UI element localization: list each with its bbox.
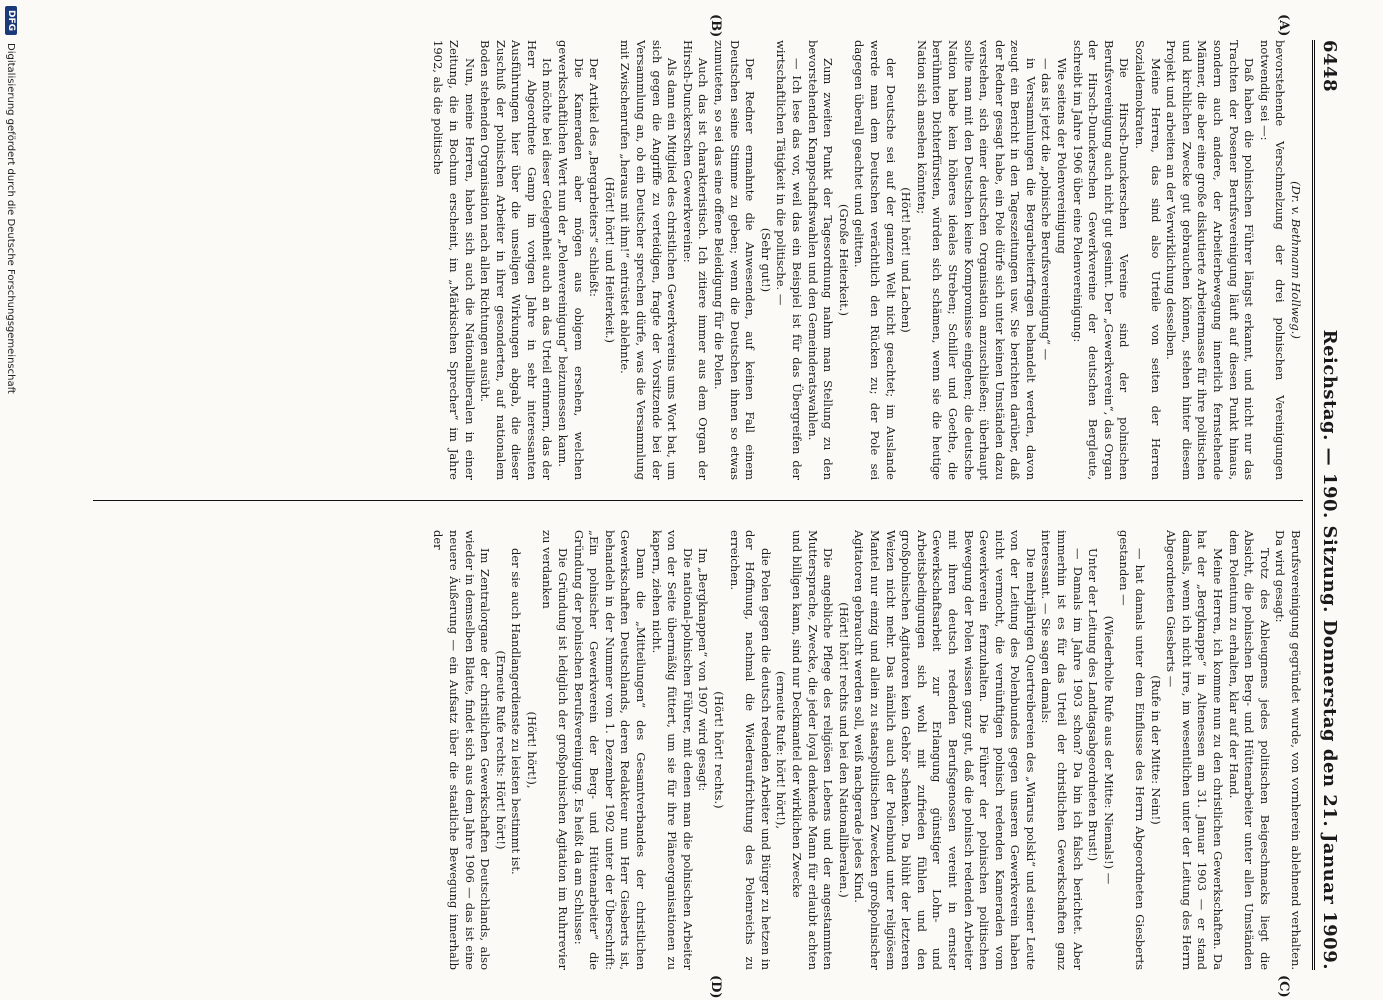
paragraph: Die angebliche Pflege des religiösen Lebens und der angestammten Muttersprache, Zwecke, die jeder loyal denkende Mann für erlaubt achten und billigen kann, sind nur Deckmantel der wirklichen Zwecke (790, 530, 836, 970)
paragraph: Die national-polnischen Führer, mit denen man die polnischen Arbeiter von der Seite übermäßig füttert, um sie für ihre Pläneorganisationen zu kapern, ziehen nicht. (649, 530, 695, 970)
paragraph: Dann die „Mitteilungen“ des Gesamtverbandes der christlichen Gewerkschaften Deutschlands, deren Redakteur nun Herr Giesberts ist, behandeln in der Nummer vom 1. Dezember 1902 unter der Überschrift: „Ein polnischer Gewerkverein der Berg- und Hüttenarbeiter“ die Gründung der polnischen Berufsvereinigung. Es heißt da am Schlusse: (571, 530, 649, 970)
paragraph: Auch das ist charakteristisch. Ich zitiere immer aus dem Organ der Hirsch-Dunckerschen Gewerkvereine: (680, 40, 711, 480)
paragraph: Berufsvereinigung gegründet wurde, von vornherein ablehnend verhalten. Da wird gesagt: (1273, 530, 1303, 970)
paragraph: — das ist jetzt die „polnische Berufsvereinigung“ — (1039, 58, 1054, 361)
paragraph: Daß haben die polnischen Führer längst erkannt, und nicht nur das Trachten der Posener Berufsvereinigung läuft auf diesen Punkt hinaus, sondern auch andere, der Arbeiterbewegung innerlich fernstehende Männer, die aber eine große diskutierte Arbeitermasse für ihre politischen und kirchlichen Zwecke gut gebrauchen können, stehen hinter diesem Projekt und arbeiten an der Verwirklichung desselben. (1164, 40, 1257, 480)
paragraph: — Ich lese das vor, weil das ein Beispiel ist für das Übergreifen der wirtschaftlichen Tätigkeit in die politische. — (774, 40, 804, 480)
paragraph: Unter der Leitung des Landtagsabgeordneten Brust!) (1086, 548, 1101, 862)
paragraph: Meine Herren, das sind also Urteile von seiten der Herren Sozialdemokraten. (1133, 40, 1163, 480)
paragraph: (Hört! hört! und Lachen) (899, 187, 914, 333)
paragraph: (Wiederholte Rufe aus der Mitte: Niemals!) — (1101, 615, 1116, 885)
paragraph: Die Gründung ist lediglich der großpolnischen Agitation im Ruhrrevier zu verdanken (540, 530, 571, 970)
paragraph: Im Zentralorgane der christlichen Gewerkschaften Deutschlands, also wieder in demselben Blatte, findet sich aus dem Jahre 1906 — das ist eine neuere Äußerung — ein Aufsatz über die staatliche Bewegung innerhalb der (431, 530, 493, 970)
page-title: Reichstag. — 190. Sitzung. Donnerstag den 21. Januar 1909. (1319, 329, 1340, 970)
paragraph: Die Hirsch-Dunckerschen Vereine sind der polnischen Berufsvereinigung auch nicht gut gesinnt. Der „Gewerkverein“, das Organ der Hirsch-Dunckerschen Gewerkvereine der deutschen Bergleute, schreibt im Jahre 1906 über eine Polenvereinigung: (1070, 40, 1132, 480)
header-rule (1312, 40, 1315, 970)
paragraph: (Sehr gut!) (758, 227, 773, 293)
paragraph: (Rufe in der Mitte: Nein!) (1148, 675, 1163, 825)
paragraph: (Erneute Rufe rechts: Hört! hört!) (493, 650, 508, 850)
paragraph: — hat damals unter dem Einflusse des Herrn Abgeordneten Giesberts gestanden — (1117, 530, 1148, 970)
speaker-label: (Dr. v. Bethmann Hollweg.) (1289, 181, 1303, 339)
paragraph: Die mehrjährigen Quertreibereien des „Wiarus polski“ und seiner Leute von der Leitung des Polenbundes gegen unseren Gewerkverein haben nicht vermocht, die vernünftigen polnisch redenden Kameraden vom Gewerkverein fernzuhalten. Die Führer der polnischen politischen Bewegung der Polen wissen ganz gut, daß die polnisch redenden Arbeiter mit ihren deutsch redenden Berufsgenossen vereint in ernster Gewerkschaftsarbeit zur Erlangung günstiger Lohn- und Arbeitsbedingungen sich wohl mit zufrieden fühlen und den großpolnischen Agitatoren kein Gehör schenken. Da blüht der letzteren Weizen nicht mehr. Das nämlich auch der Polenbund unter religiösem Mantel nur einzig und allein zu staatspolitischen Zwecken großpolnischer Agitatoren gebraucht werden soll, weiß nachgerade jedes Kind. (852, 530, 1038, 970)
left-paragraphs (430, 40, 1288, 480)
margin-mark-c: (C) (1276, 975, 1291, 998)
page-number: 6448 (1319, 40, 1340, 93)
margin-mark-a: (A) (1276, 14, 1291, 37)
paragraph: Zum zweiten Punkt der Tagesordnung nahm man Stellung zu den bevorstehenden Knappschaftswahlen und den Gemeinderatswahlen. (805, 40, 836, 480)
paragraph: Trotz des Ableugnens jedes politischen Beigeschmacks liegt die Absicht, die polnischen Berg- und Hüttenarbeiter unter allen Umständen dem Polentum zu erhalten, klar auf der Hand. (1226, 530, 1272, 970)
right-column (93, 530, 1303, 970)
paragraph: Meine Herren, ich komme nun zu den christlichen Gewerkschaften. Da hat der „Bergknappe“ in Altenessen am 31. Januar 1903 — er stand damals, wenn ich nicht irre, im wesentlichen unter der Leitung des Herrn Abgeordneten Giesberts — (1164, 530, 1226, 970)
column-divider (93, 500, 1303, 501)
paragraph: Der Artikel des „Bergarbeiters“ schließt: (587, 58, 602, 297)
paragraph: bevorstehende Verschmelzung der drei polnischen Vereinigungen notwendig sei —: (1257, 40, 1288, 480)
paragraph: Als dann ein Mitglied des christlichen Gewerkvereins ums Wort bat, um sich gegen die Angriffe zu verteidigen, fragte der Vorsitzende bei der Versammlung an, ob ein Deutscher sprechen dürfe, was die Versammlung mit Zwischenrufen „heraus mit ihm!“ entrüstet ablehnte. (618, 40, 680, 480)
paragraph: (Hört! hört!), (524, 711, 539, 789)
page-header (1319, 40, 1363, 970)
paragraph: Ich möchte bei dieser Gelegenheit auch an das Urteil erinnern, das der Herr Abgeordnete Gamp im vorigen Jahre in sehr interessanten Ausführungen hier über die unseligen Wirkungen abgab, die dieser Zuschuß der polnischen Arbeiter in ihrer gesonderten, auf nationalem Boden stehenden Organisation nach allen Richtungen ausübt. (478, 40, 555, 480)
paragraph: der Deutsche sei auf der ganzen Welt nicht geachtet; im Auslande werde man dem Deutschen verächtlich den Rücken zu; der Pole sei dagegen überall geachtet und gelitten. (852, 40, 898, 480)
paragraph: der sie auch Handlangerdienste zu leisten bestimmt ist. (509, 548, 524, 875)
footer (0, 0, 22, 1000)
paragraph: Der Redner ermahnte die Anwesenden, auf keinen Fall einem Deutschen seine Stimme zu geben; wenn die Deutschen ihnen so etwas zumuteten, so sei das eine offene Beleidigung für die Polen. (712, 40, 758, 480)
paragraph: (Hört! hört! rechts.) (712, 691, 727, 809)
paragraph: in Versammlungen die Bergarbeiterfragen behandelt werden, davon zeugt ein Bericht in den Tageszeitungen usw. Sie berichten darüber, daß der Redner gesagt habe, ein Pole dürfe sich unter keinen Umständen dazu verstehen, sich einer deutschen Organisation anzuschließen; überhaupt sollte man mit den Deutschen keine Kompromisse eingehen; die deutsche Nation habe kein höheres ideales Streben; Schiller und Goethe, die berühmten Dichterfürsten, würden sich schämen, wenn sie die heutige Nation sich ansehen könnten; (914, 40, 1038, 480)
paragraph: (Hört! hört! rechts und bei den Nationalliberalen.) (836, 602, 851, 898)
paragraph: Die Kameraden aber mögen aus obigem ersehen, welchen gewerkschaftlichen Wert nun der „Polenvereinigung“ beizumessen kann. (556, 40, 586, 480)
footer-credit: Digitalisierung gefördert durch die Deutsche Forschungsgemeinschaft (5, 43, 17, 394)
paragraph: (Große Heiterkeit.) (836, 204, 851, 316)
left-column (93, 40, 1303, 480)
margin-mark-b: (B) (708, 14, 723, 38)
paragraph: (erneute Rufe: hört! hört!), (774, 670, 789, 830)
paragraph: (Hört! hört! und Heiterkeit.) (602, 176, 617, 344)
dfg-logo: DFG (5, 6, 17, 35)
paragraph: die Polen gegen die deutsch redenden Arbeiter und Bürger zu hetzen in der Hoffnung, nachmal die Wiederaufrichtung des Polenreichs zu erreichen. (727, 530, 773, 970)
right-paragraphs (430, 530, 1303, 970)
paragraph: Im „Bergknappen“ von 1907 wird gesagt: (696, 548, 711, 792)
margin-mark-d: (D) (708, 975, 723, 999)
paragraph: — Damals im Jahre 1903 schon? Da bin ich falsch berichtet. Aber immerhin ist es für das Urteil der christlichen Gewerkschaften ganz interessant. — Sie sagen damals: (1039, 530, 1085, 970)
paragraph: Nun, meine Herren, haben sich auch die Nationalliberalen in einer Zeitung, die in Bochum erscheint, im „Märkischen Sprecher“ im Jahre 1902, als die politische (431, 40, 477, 480)
paragraph: Wie seitens der Polenvereinigung (1055, 58, 1070, 254)
